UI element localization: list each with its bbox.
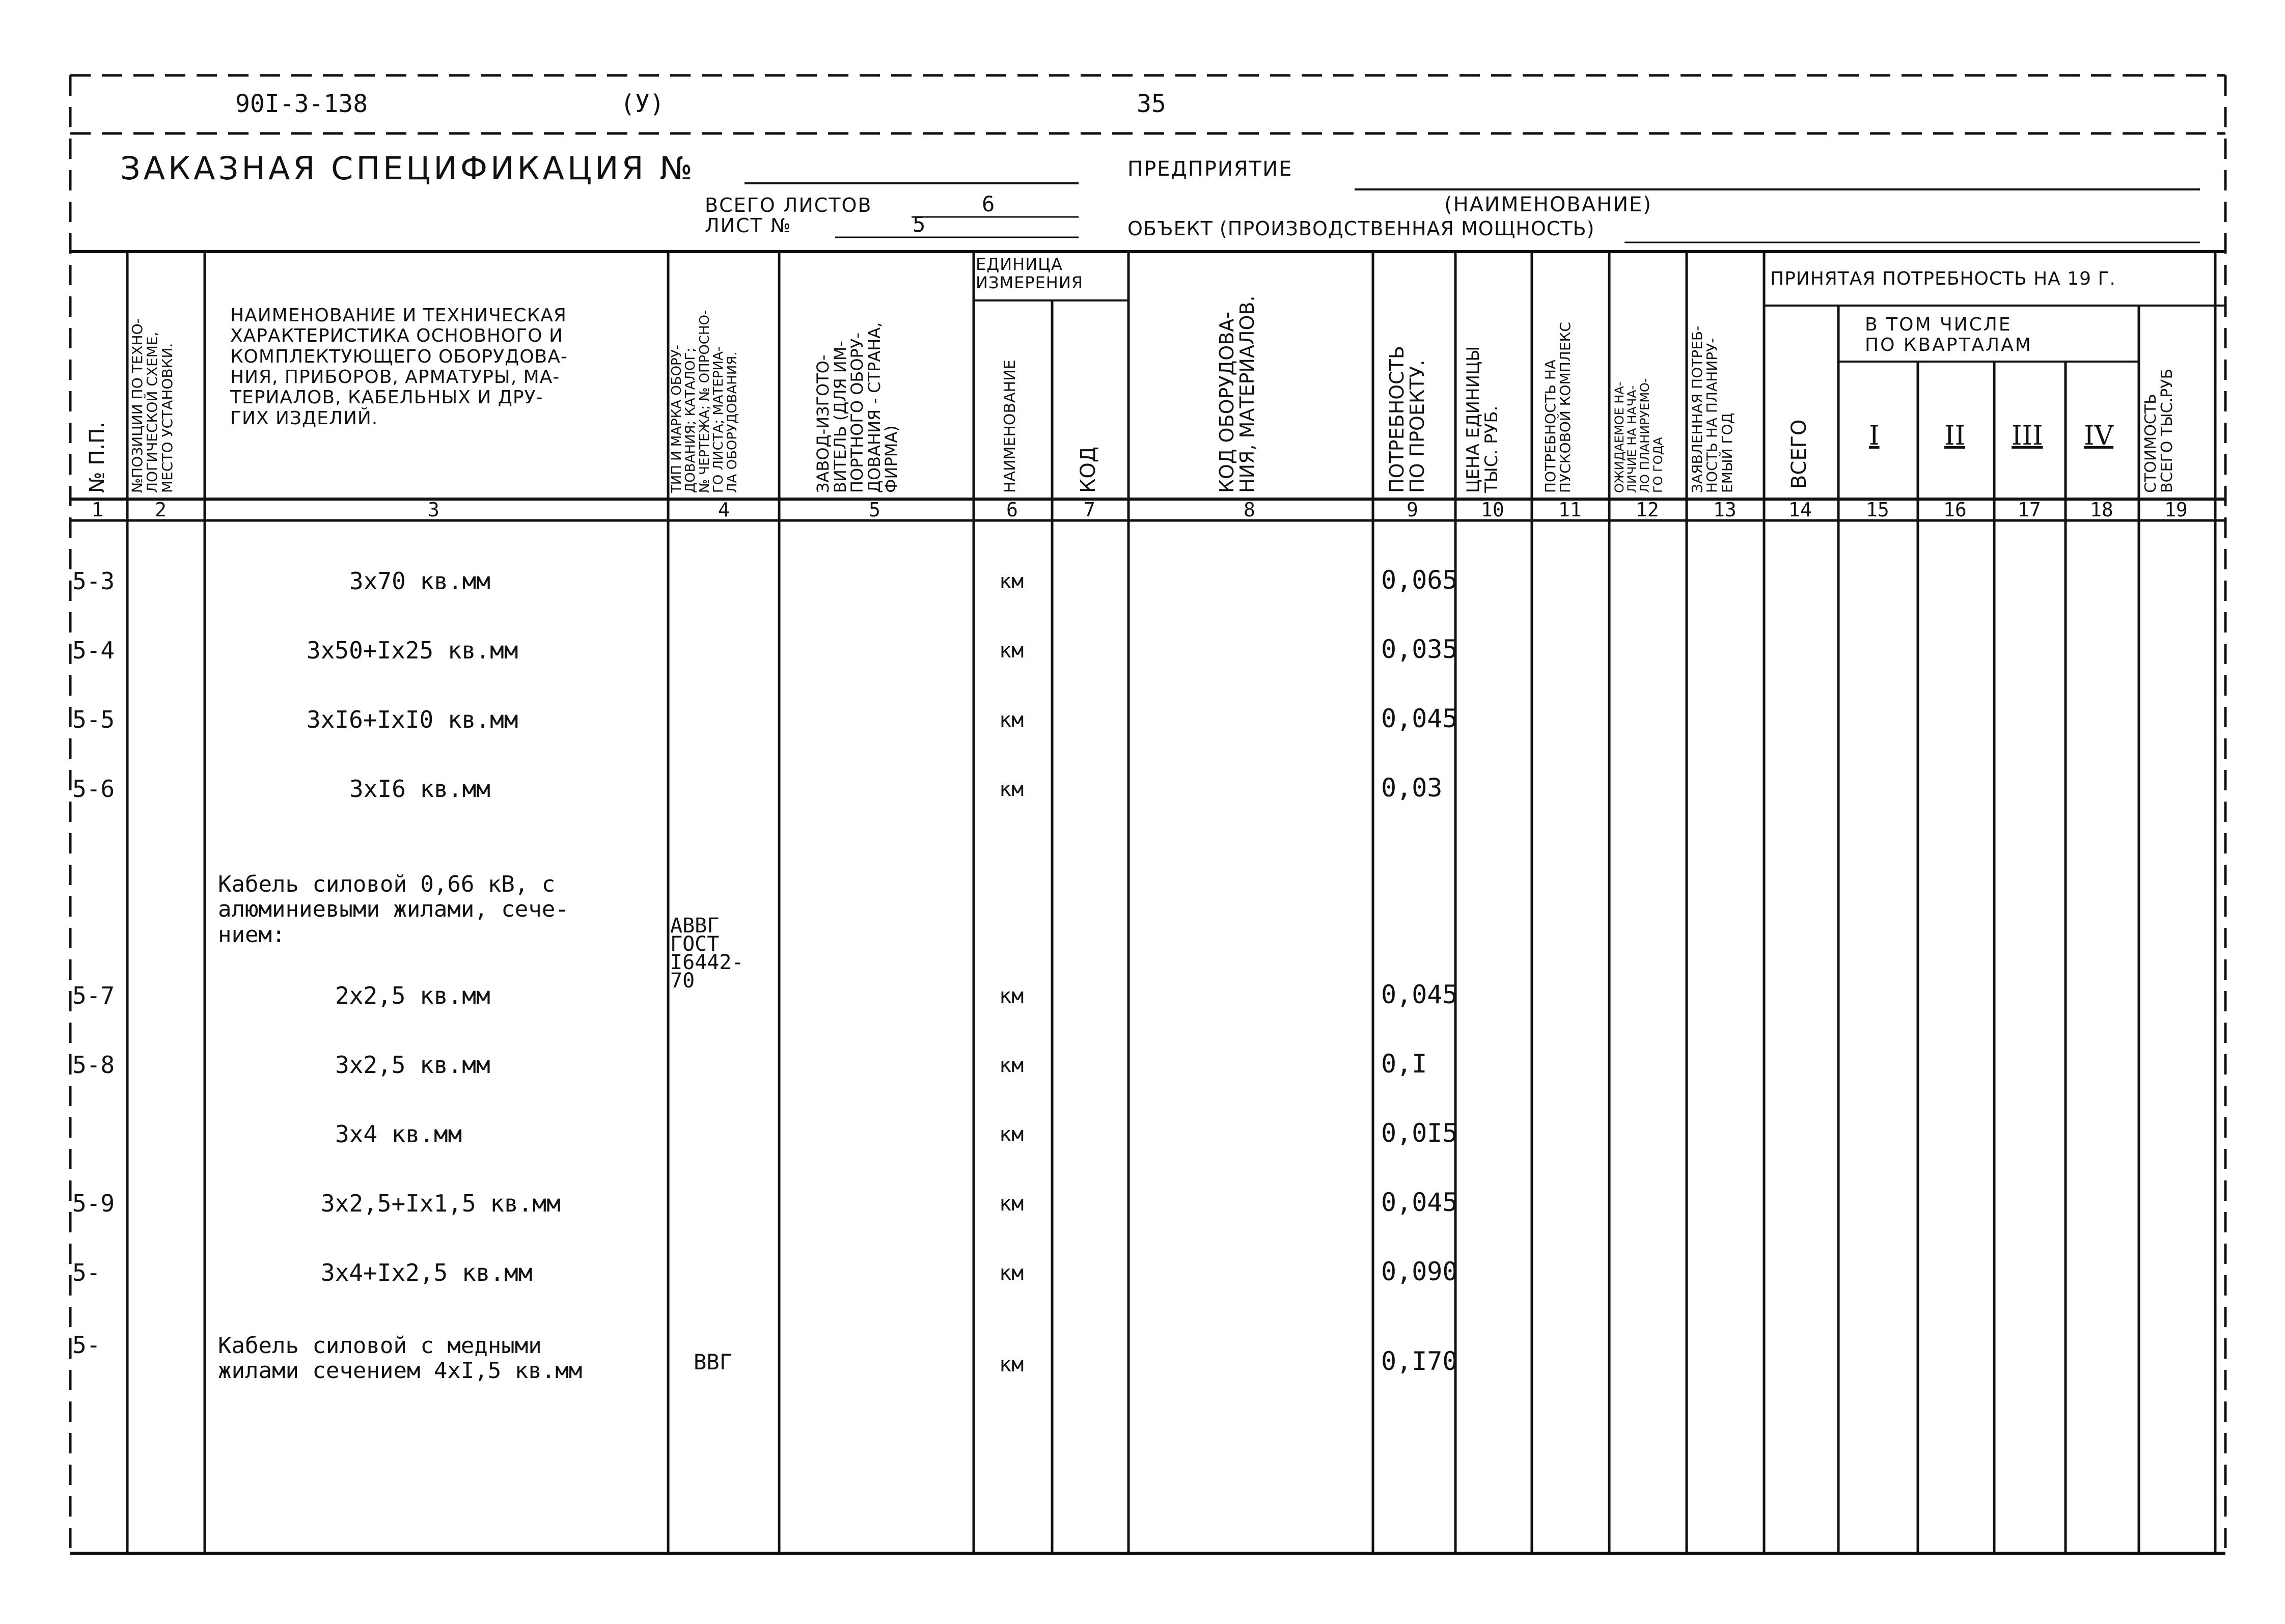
object-label: ОБЪЕКТ (ПРОИЗВОДСТВЕННАЯ МОЩНОСТЬ) — [1127, 217, 1595, 240]
row-item-name: 3х50+Iх25 кв.мм — [307, 637, 518, 664]
col-header-3: НАИМЕНОВАНИЕ И ТЕХНИЧЕСКАЯ ХАРАКТЕРИСТИКА ОСНОВНОГО И КОМПЛЕКТУЮЩЕГО ОБОРУДОВА- НИЯ, ПРИБОРОВ, АРМАТУРЫ, МА- ТЕРИАЛОВ, КАБЕЛЬНЫХ И ДРУ- ГИХ ИЗДЕЛИЙ. — [230, 305, 568, 429]
col-number: 17 — [2018, 499, 2041, 521]
total-sheets-value: 6 — [982, 191, 995, 216]
row-quantity: 0,065 — [1381, 565, 1458, 595]
row-position: 5-7 — [72, 982, 115, 1009]
row-position: 5-9 — [72, 1190, 115, 1217]
col-number: 7 — [1084, 499, 1095, 521]
col-number: 15 — [1866, 499, 1889, 521]
row-unit: км — [999, 1192, 1024, 1216]
row-item-name: 3хI6 кв.мм — [349, 775, 490, 803]
col-number: 9 — [1407, 499, 1418, 521]
row-position: 5-5 — [72, 706, 115, 733]
col-number: 10 — [1481, 499, 1504, 521]
row-position: 5-8 — [72, 1051, 115, 1079]
row-quantity: 0,090 — [1381, 1257, 1458, 1286]
col-header-13: ЗАЯВЛЕННАЯ ПОТРЕБ- НОСТЬ НА ПЛАНИРУ- ЕМЫЙ ГОД — [1689, 325, 1736, 493]
row-item-name: 2х2,5 кв.мм — [335, 982, 490, 1009]
row-quantity: 0,035 — [1381, 635, 1458, 664]
col-header-1: № П.П. — [86, 422, 109, 493]
row-quantity: 0,I — [1381, 1049, 1427, 1079]
col-header-14: ВСЕГО — [1787, 419, 1811, 489]
row-item-name: 3х4+Iх2,5 кв.мм — [321, 1259, 533, 1286]
form-title: ЗАКАЗНАЯ СПЕЦИФИКАЦИЯ № — [120, 150, 696, 187]
row-unit: км — [999, 1261, 1024, 1285]
total-sheets-label: ВСЕГО ЛИСТОВ — [705, 194, 872, 216]
col-header-unit-group: ЕДИНИЦА ИЗМЕРЕНИЯ — [976, 255, 1084, 292]
row-item-name: 3х2,5+Iх1,5 кв.мм — [321, 1190, 561, 1217]
row-unit: км — [999, 984, 1024, 1008]
row-quantity: 0,0I5 — [1381, 1118, 1458, 1148]
row-unit: км — [999, 1054, 1024, 1077]
col-number: 3 — [428, 499, 439, 521]
row-position: 5-4 — [72, 637, 115, 664]
col-number: 2 — [155, 499, 167, 521]
col-number: 6 — [1006, 499, 1018, 521]
enterprise-label: ПРЕДПРИЯТИЕ — [1127, 157, 1293, 181]
row-unit: км — [999, 1123, 1024, 1146]
col-header-17: III — [2012, 421, 2043, 451]
row-position: 5-6 — [72, 775, 115, 803]
document-variant: (У) — [620, 90, 665, 118]
col-header-accepted: ПРИНЯТАЯ ПОТРЕБНОСТЬ НА 19 Г. — [1770, 268, 2116, 289]
row-unit: км — [999, 708, 1024, 732]
name-caption: (НАИМЕНОВАНИЕ) — [1444, 193, 1652, 216]
row-position: 5-3 — [72, 567, 115, 595]
col-header-10: ЦЕНА ЕДИНИЦЫ ТЫС. РУБ. — [1463, 346, 1502, 493]
sheet-number-label: ЛИСТ № — [705, 214, 792, 237]
row-group-heading: Кабель силовой 0,66 кВ, с алюминиевыми жилами, сече- нием: — [218, 871, 569, 948]
col-header-8: КОД ОБОРУДОВА- НИЯ, МАТЕРИАЛОВ. — [1216, 295, 1258, 493]
col-header-16: II — [1944, 421, 1966, 451]
row-type-mark: ВВГ — [694, 1350, 732, 1374]
document-code: 90I-3-138 — [235, 90, 368, 118]
row-unit: км — [999, 570, 1024, 593]
col-header-11: ПОТРЕБНОСТЬ НА ПУСКОВОЙ КОМПЛЕКС — [1542, 322, 1574, 493]
col-number: 16 — [1943, 499, 1967, 521]
col-number: 1 — [92, 499, 103, 521]
row-quantity: 0,045 — [1381, 1188, 1458, 1217]
col-number: 4 — [718, 499, 730, 521]
row-item-name: 3х70 кв.мм — [349, 567, 490, 595]
col-header-quarters-group: В ТОМ ЧИСЛЕ ПО КВАРТАЛАМ — [1865, 314, 2032, 356]
col-number: 12 — [1636, 499, 1659, 521]
row-unit: км — [999, 639, 1024, 663]
col-header-15: I — [1869, 421, 1880, 451]
col-header-19: СТОИМОСТЬ ВСЕГО ТЫС.РУБ — [2142, 368, 2176, 493]
row-unit: км — [999, 1353, 1024, 1377]
col-number: 8 — [1244, 499, 1255, 521]
row-item-name: 3х4 кв.мм — [335, 1120, 462, 1148]
row-quantity: 0,03 — [1381, 773, 1443, 803]
col-header-7: КОД — [1077, 446, 1100, 493]
col-header-5: ЗАВОД-ИЗГОТО- ВИТЕЛЬ (ДЛЯ ИМ- ПОРТНОГО ОБОРУ- ДОВАНИЯ - СТРАНА, ФИРМА) — [813, 322, 901, 493]
row-unit: км — [999, 778, 1024, 801]
row-item-name: Кабель силовой с медными жилами сечением 4хI,5 кв.мм — [218, 1333, 583, 1384]
row-quantity: 0,045 — [1381, 704, 1458, 733]
row-quantity: 0,I70 — [1381, 1346, 1458, 1376]
col-number: 18 — [2090, 499, 2113, 521]
col-number: 19 — [2164, 499, 2188, 521]
row-item-name: 3х2,5 кв.мм — [335, 1051, 490, 1079]
col-header-2: №ПОЗИЦИИ ПО ТЕХНО- ЛОГИЧЕСКОЙ СХЕМЕ, МЕСТО УСТАНОВКИ. — [129, 318, 176, 493]
row-type-mark: АВВГ ГОСТ I6442- 70 — [670, 914, 744, 993]
col-header-4: ТИП И МАРКА ОБОРУ- ДОВАНИЯ; КАТАЛОГ; № ЧЕРТЕЖА; № ОПРОСНО- ГО ЛИСТА; МАТЕРИА- ЛА ОБОРУДОВАНИЯ. — [669, 310, 740, 493]
row-item-name: 3хI6+IхI0 кв.мм — [307, 706, 518, 733]
col-number: 11 — [1558, 499, 1582, 521]
col-header-18: IV — [2084, 421, 2114, 451]
col-header-12: ОЖИДАЕМОЕ НА- ЛИЧИЕ НА НАЧА- ЛО ПЛАНИРУЕМО- ГО ГОДА — [1612, 378, 1665, 493]
row-position: 5- — [72, 1259, 101, 1286]
page-number: 35 — [1137, 90, 1166, 118]
col-number: 5 — [869, 499, 880, 521]
col-number: 14 — [1788, 499, 1812, 521]
row-position: 5- — [72, 1331, 101, 1359]
col-header-6: НАИМЕНОВАНИЕ — [1001, 360, 1019, 493]
sheet-number-value: 5 — [913, 212, 926, 237]
row-quantity: 0,045 — [1381, 980, 1458, 1009]
col-number: 13 — [1713, 499, 1737, 521]
col-header-9: ПОТРЕБНОСТЬ ПО ПРОЕКТУ. — [1386, 346, 1428, 493]
